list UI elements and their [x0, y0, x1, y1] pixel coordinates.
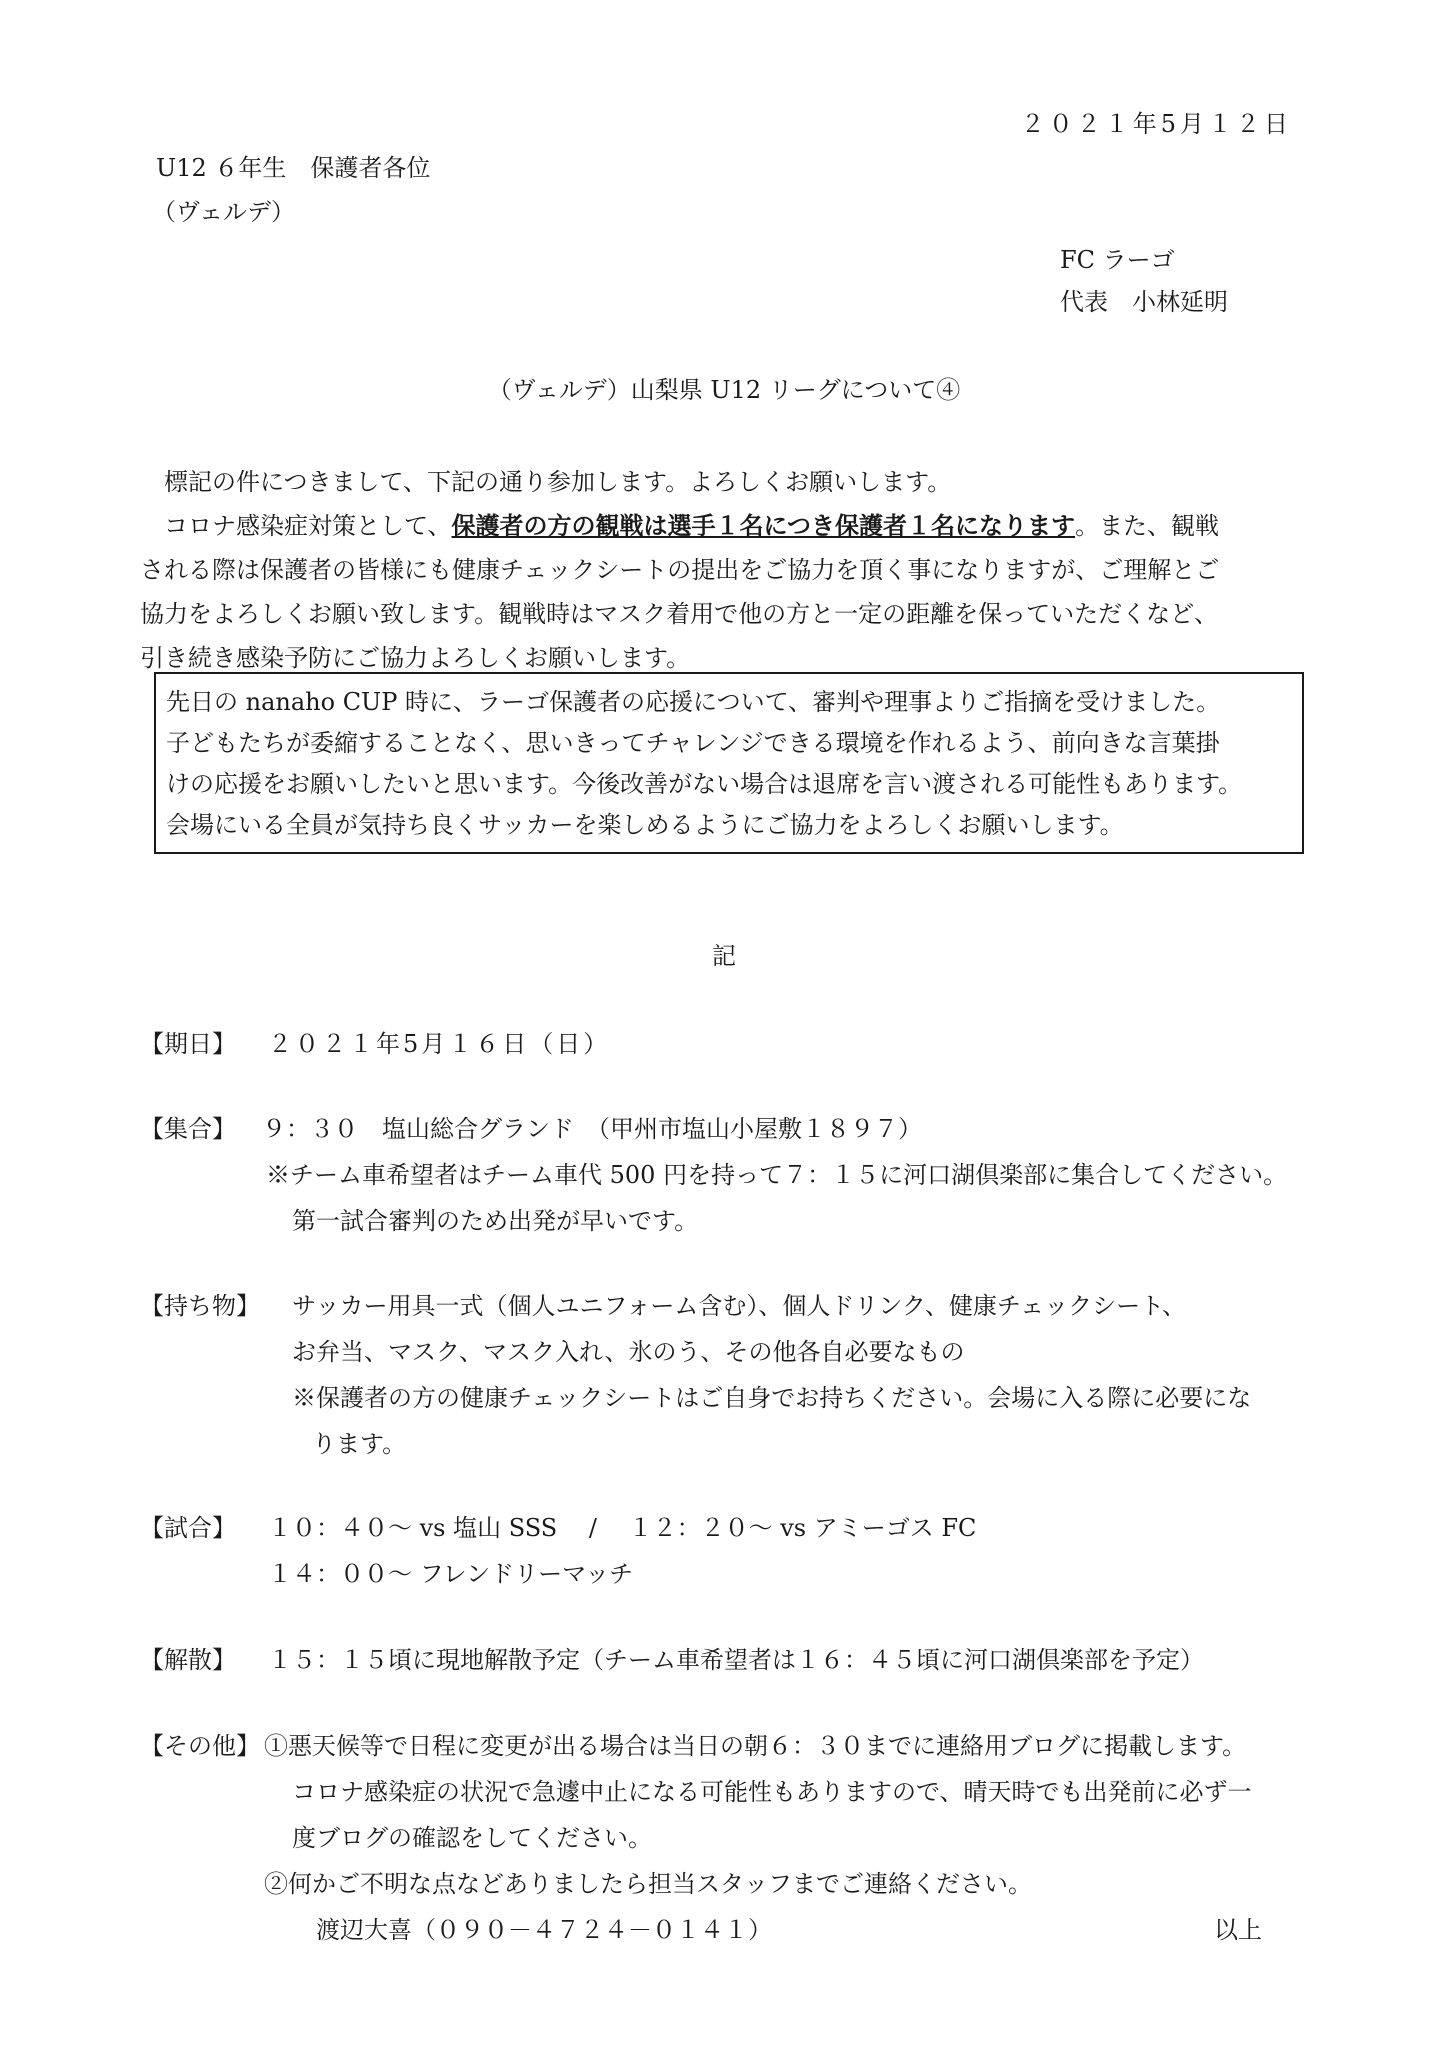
- meeting-note: ※チーム車希望者はチーム車代 500 円を持って７：１５に河口湖倶楽部に集合してください。: [266, 1161, 1288, 1189]
- intro-text: 。また、観戦: [1075, 512, 1220, 540]
- section-label-matches: 【試合】: [140, 1514, 236, 1542]
- section-label-dismissal: 【解散】: [140, 1646, 236, 1674]
- items-line: お弁当、マスク、マスク入れ、氷のう、その他各自必要なもの: [292, 1338, 965, 1366]
- match-schedule: １０：４０～ vs 塩山 SSS / １２：２０～ vs アミーゴス FC: [268, 1514, 977, 1542]
- closing-text: 以上: [1214, 1916, 1262, 1944]
- intro-line: [140, 504, 1320, 548]
- intro-line: [140, 460, 1320, 504]
- other-line: コロナ感染症の状況で急遽中止になる可能性もありますので、晴天時でも出発前に必ず一: [292, 1778, 1252, 1806]
- items-line: サッカー用具一式（個人ユニフォーム含む）、個人ドリンク、健康チェックシート、: [292, 1292, 1186, 1320]
- items-note: ります。: [312, 1430, 407, 1458]
- other-line: ②何かご不明な点などありましたら担当スタッフまでご連絡ください。: [264, 1870, 1032, 1898]
- ki-heading: 記: [712, 942, 736, 970]
- notice-line: 会場にいる全員が気持ち良くサッカーを楽しめるようにご協力をよろしくお願いします。: [166, 811, 1124, 839]
- recipient-line: U12 ６年生 保護者各位: [156, 154, 431, 182]
- emphasis-text: 保護者の方の観戦は選手１名につき保護者１名になります: [451, 511, 1076, 540]
- section-label-other: 【その他】: [140, 1732, 260, 1760]
- notice-box: [154, 672, 1304, 854]
- meeting-info: ９：３０ 塩山総合グランド （甲州市塩山小屋敷１８９７）: [262, 1115, 922, 1143]
- contact-info: 渡辺大喜（０９０－４７２４－０１４１）: [316, 1916, 772, 1944]
- intro-line: [140, 592, 1320, 636]
- document-title: （ヴェルデ）山梨県 U12 リーグについて④: [487, 376, 961, 404]
- section-label-date: 【期日】: [140, 1030, 236, 1058]
- event-date: ２０２１年5月１６日（日）: [268, 1030, 611, 1058]
- notice-line: けの応援をお願いしたいと思います。今後改善がない場合は退席を言い渡される可能性もあります。: [166, 770, 1243, 798]
- intro-text: 協力をよろしくお願い致します。観戦時はマスク着用で他の方と一定の距離を保っていただくなど、: [140, 600, 1219, 628]
- match-schedule: １４：００～ フレンドリーマッチ: [268, 1560, 634, 1588]
- document-date: ２０２１年5月１２日: [1020, 110, 1292, 138]
- dismissal-info: １５：１５頃に現地解散予定（チーム車希望者は１６：４５頃に河口湖倶楽部を予定）: [268, 1646, 1204, 1674]
- notice-line: 先日の nanaho CUP 時に、ラーゴ保護者の応援について、審判や理事よりご指摘を受けました。: [166, 688, 1221, 716]
- intro-text: 標記の件につきまして、下記の通り参加します。よろしくお願いします。: [164, 468, 952, 496]
- other-line: 度ブログの確認をしてください。: [292, 1824, 652, 1852]
- intro-line: [140, 548, 1320, 592]
- meeting-note: 第一試合審判のため出発が早いです。: [292, 1207, 699, 1235]
- sender-organization: FC ラーゴ: [1060, 246, 1175, 274]
- section-label-meeting: 【集合】: [140, 1115, 236, 1143]
- notice-line: 子どもたちが委縮することなく、思いきってチャレンジできる環境を作れるよう、前向きな言葉掛: [166, 729, 1220, 757]
- section-label-items: 【持ち物】: [140, 1292, 260, 1320]
- sender-representative: 代表 小林延明: [1060, 288, 1228, 316]
- recipient-team: （ヴェルデ）: [152, 198, 296, 226]
- intro-text: コロナ感染症対策として、: [164, 512, 452, 540]
- other-line: ①悪天候等で日程に変更が出る場合は当日の朝６：３０までに連絡用ブログに掲載します。: [264, 1732, 1247, 1760]
- intro-text: される際は保護者の皆様にも健康チェックシートの提出をご協力を頂く事になりますが、ご理解とご: [140, 556, 1220, 584]
- intro-paragraph: [140, 460, 1320, 680]
- items-note: ※保護者の方の健康チェックシートはご自身でお持ちください。会場に入る際に必要にな: [292, 1384, 1252, 1412]
- intro-text: 引き続き感染予防にご協力よろしくお願いします。: [140, 644, 691, 672]
